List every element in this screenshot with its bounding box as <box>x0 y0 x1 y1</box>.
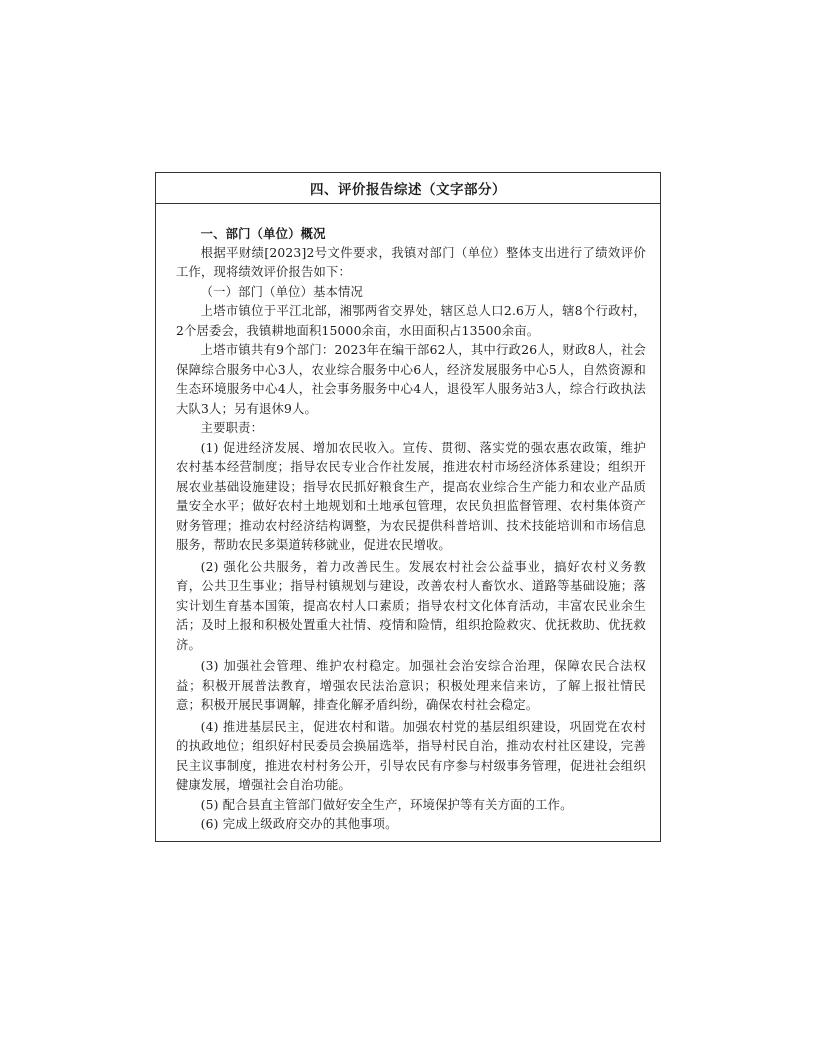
subsection-heading: （一）部门（单位）基本情况 <box>200 284 364 299</box>
duty-item: (5) 配合县直主管部门做好安全生产，环境保护等有关方面的工作。 <box>200 797 573 812</box>
table-title: 四、评价报告综述（文字部分） <box>310 182 506 198</box>
staffing-paragraph: 上塔市镇共有9个部门：2023年在编干部62人，其中行政26人，财政8人，社会保障综合服务中心3人，农业综合服务中心6人，经济发展服务中心5人，自然资源和生态环境服务中心4人，社会事务服务中心4人，退役军人服务站3人，综合行政执法大队3人；另有退休9人。 <box>176 343 646 416</box>
duty-item: (2) 强化公共服务，着力改善民生。发展农村社会公益事业，搞好农村义务教育，公共卫生事业；指导村镇规划与建设，改善农村人畜饮水、道路等基础设施；落实计划生育基本国策，提高农村人口素质；指导农村文化体育活动，丰富农民业余生活；及时上报和积极处置重大社情、疫情和险情，组织抢险救灾、优抚救助、优抚救济。 <box>176 559 646 652</box>
duties-label: 主要职责： <box>200 421 264 435</box>
intro-paragraph: 根据平财绩[2023]2号文件要求，我镇对部门（单位）整体支出进行了绩效评价工作，现将绩效评价报告如下： <box>176 245 646 279</box>
report-table <box>155 172 661 842</box>
report-body <box>156 204 660 835</box>
location-paragraph: 上塔市镇位于平江北部，湘鄂两省交界处，辖区总人口2.6万人，辖8个行政村，2个居委会，我镇耕地面积15000余亩，水田面积占13500余亩。 <box>176 304 646 338</box>
duty-item: (6) 完成上级政府交办的其他事项。 <box>200 817 398 831</box>
duty-item: (3) 加强社会管理、维护农村稳定。加强社会治安综合治理，保障农民合法权益；积极开展普法教育，增强农民法治意识；积极处理来信来访，了解上报社情民意；积极开展民事调解，排查化解矛盾纠纷，确保农村社会稳定。 <box>176 659 646 712</box>
table-header <box>156 173 660 204</box>
duty-item: (4) 推进基层民主，促进农村和谐。加强农村党的基层组织建设，巩固党在农村的执政地位；组织好村民委员会换届选举，指导村民自治，推动农村社区建设，完善民主议事制度，推进农村村务公开，引导农民有序参与村级事务管理，促进社会组织健康发展，增强社会自治功能。 <box>176 719 646 792</box>
section-heading: 一、部门（单位）概况 <box>200 226 326 241</box>
duty-item: (1) 促进经济发展、增加农民收入。宣传、贯彻、落实党的强农惠农政策，维护农村基本经营制度；指导农民专业合作社发展，推进农村市场经济体系建设；组织开展农业基础设施建设；指导农民抓好粮食生产，提高农业综合生产能力和农业产品质量安全水平；做好农村土地规划和土地承包管理，农民负担监督管理、农村集体资产财务管理；推动农村经济结构调整，为农民提供科普培训、技术技能培训和市场信息服务，帮助农民多渠道转移就业，促进农民增收。 <box>176 440 646 552</box>
